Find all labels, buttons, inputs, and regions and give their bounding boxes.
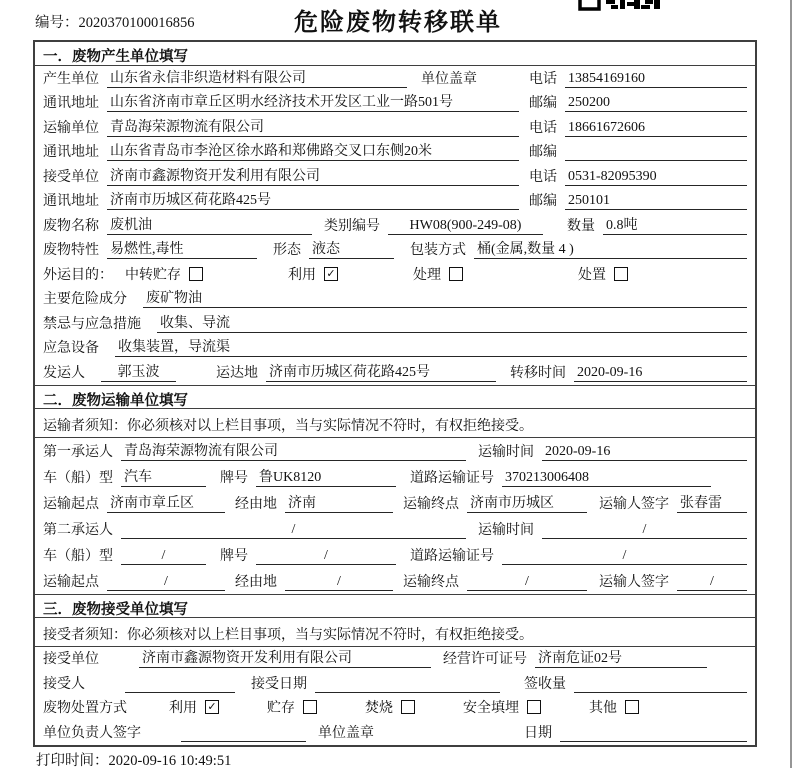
producer-phone-value: 13854169160 (565, 71, 747, 88)
producer-zip-value: 250200 (565, 95, 747, 112)
carrier1-time-value: 2020-09-16 (542, 444, 747, 461)
checkbox-unchecked-icon (527, 700, 541, 714)
vehicle-type-value: / (121, 548, 206, 565)
transfer-purpose-row (35, 262, 755, 287)
print-time-value: 2020-09-16 10:49:51 (108, 753, 232, 769)
waste-name-row (35, 213, 755, 238)
zip-label: 邮编 (529, 96, 557, 111)
vehicle-type-label: 车（船）型 (43, 548, 113, 564)
option-label: 其他 (589, 701, 617, 716)
checkbox-unchecked-icon (614, 267, 628, 281)
terminus-value: 济南市历城区 (467, 492, 587, 513)
section3-heading: 三．废物接受单位填写 (35, 594, 755, 618)
emergency-equipment-value: 收集装置，导流渠 (115, 336, 747, 357)
date-value (560, 725, 747, 742)
purpose-option-disposal (578, 264, 628, 284)
zip-label: 邮编 (529, 145, 557, 160)
receiver-zip-value: 250101 (565, 193, 747, 210)
transport-time-label: 运输时间 (478, 522, 534, 538)
waste-trait-label: 废物特性 (43, 243, 99, 258)
option-label: 中转贮存 (125, 267, 181, 283)
acceptor-value (125, 676, 235, 693)
producer-address-value: 山东省济南市章丘区明水经济技术开发区工业一路501号 (107, 91, 519, 112)
manifest-form (33, 40, 757, 747)
disposal-option-storage (267, 697, 317, 717)
option-label: 贮存 (267, 701, 295, 716)
purpose-option-reuse (288, 264, 338, 284)
origin-label: 运输起点 (43, 574, 99, 590)
emergency-equipment-row (35, 336, 755, 361)
checkbox-checked-icon: ✓ (324, 267, 338, 281)
receiver-unit-value: 济南市鑫源物资开发利用有限公司 (107, 165, 519, 186)
hazard-component-value: 废矿物油 (143, 287, 747, 308)
carrier2-time-value: / (542, 522, 747, 539)
emergency-measures-row (35, 311, 755, 336)
physical-form-value: 液态 (309, 238, 394, 259)
page-edge-divider (790, 0, 792, 768)
receiver-address-label: 通讯地址 (43, 194, 99, 209)
receiver-address-row (35, 189, 755, 214)
disposal-method-row (35, 696, 755, 721)
carrier2-value: / (121, 522, 466, 539)
carrier1-route-row (35, 490, 755, 516)
accepting-unit-value: 济南市鑫源物资开发利用有限公司 (139, 647, 431, 668)
transporter-sign-value: 张春雷 (677, 492, 747, 513)
accept-date-label: 接受日期 (251, 676, 307, 692)
phone-label: 电话 (529, 169, 557, 185)
road-permit-label: 道路运输证号 (410, 548, 494, 564)
emergency-equipment-label: 应急设备 (43, 341, 99, 356)
carrier2-route-row (35, 568, 755, 594)
road-permit-value: 370213006408 (502, 470, 711, 487)
carrier1-value: 青岛海荣源物流有限公司 (121, 440, 466, 461)
option-label: 焚烧 (365, 701, 393, 716)
packing-value: 桶(金属,数量 4 ) (474, 238, 747, 259)
producer-address-label: 通讯地址 (43, 96, 99, 111)
section2-heading: 二．废物运输单位填写 (35, 385, 755, 409)
head-signature-label: 单位负责人签字 (43, 725, 141, 741)
phone-label: 电话 (529, 120, 557, 136)
transporter-unit-label: 运输单位 (43, 120, 99, 136)
disposal-option-incineration (365, 697, 415, 717)
emergency-measures-label: 禁忌与应急措施 (43, 316, 141, 332)
transporter-address-row (35, 140, 755, 165)
receiver-phone-value: 0531-82095390 (565, 169, 747, 186)
carrier2-row (35, 516, 755, 542)
terminus-value: / (467, 574, 587, 591)
checkbox-unchecked-icon (449, 267, 463, 281)
carrier1-row (35, 438, 755, 464)
receiver-address-value: 济南市历城区荷花路425号 (107, 189, 519, 210)
option-label: 处理 (413, 267, 441, 283)
transfer-purpose-label: 外运目的： (43, 267, 113, 283)
transporter-sign-value: / (677, 574, 747, 591)
purpose-option-treatment (413, 264, 463, 284)
print-time-label: 打印时间： (36, 753, 109, 769)
transporter-address-value: 山东省青岛市李沧区徐水路和郑佛路交叉口东侧20米 (107, 140, 519, 161)
accepting-unit-label: 接受单位 (43, 652, 99, 667)
plate-number-label: 牌号 (220, 470, 248, 486)
signed-amount-label: 签收量 (524, 676, 566, 692)
acceptor-row (35, 671, 755, 696)
via-value: 济南 (285, 492, 393, 513)
option-label: 安全填埋 (463, 701, 519, 716)
via-value: / (285, 574, 393, 591)
phone-label: 电话 (529, 71, 557, 87)
terminus-label: 运输终点 (403, 496, 459, 512)
carrier2-label: 第二承运人 (43, 522, 113, 538)
plate-number-value: / (256, 548, 396, 565)
permit-number-value: 济南危证02号 (535, 647, 707, 668)
consignor-row (35, 360, 755, 385)
via-label: 经由地 (235, 496, 277, 512)
signed-amount-value (574, 676, 747, 693)
waste-trait-row (35, 238, 755, 263)
vehicle-type-value: 汽车 (121, 466, 206, 487)
carrier1-vehicle-row (35, 464, 755, 490)
origin-label: 运输起点 (43, 496, 99, 512)
option-label: 利用 (288, 267, 316, 283)
hazard-component-label: 主要危险成分 (43, 292, 127, 307)
road-permit-label: 道路运输证号 (410, 470, 494, 486)
transfer-time-value: 2020-09-16 (574, 365, 747, 382)
category-code-label: 类别编号 (324, 218, 380, 234)
terminus-label: 运输终点 (403, 574, 459, 590)
waste-trait-value: 易燃性,毒性 (107, 238, 257, 259)
print-time-line (36, 749, 231, 770)
option-label: 处置 (578, 267, 606, 283)
receiver-unit-row (35, 164, 755, 189)
checkbox-unchecked-icon (625, 700, 639, 714)
unit-seal-label: 单位盖章 (318, 725, 374, 741)
quantity-label: 数量 (567, 218, 595, 234)
transporter-notice: 运输者须知：你必须核对以上栏目事项，当与实际情况不符时，有权拒绝接受。 (35, 409, 755, 438)
transport-time-label: 运输时间 (478, 444, 534, 460)
transporter-phone-value: 18661672606 (565, 120, 747, 137)
category-code-value: HW08(900-249-08) (388, 218, 543, 235)
disposal-option-reuse (169, 697, 219, 717)
physical-form-label: 形态 (273, 243, 301, 258)
section1-heading: 一．废物产生单位填写 (35, 42, 755, 66)
plate-number-label: 牌号 (220, 548, 248, 564)
vehicle-type-label: 车（船）型 (43, 470, 113, 486)
producer-address-row (35, 91, 755, 116)
transporter-sign-label: 运输人签字 (599, 496, 669, 512)
producer-unit-value: 山东省永信非织造材料有限公司 (107, 67, 407, 88)
checkbox-unchecked-icon (189, 267, 203, 281)
accept-date-value (315, 676, 500, 693)
transporter-unit-value: 青岛海荣源物流有限公司 (107, 116, 519, 137)
plate-number-value: 鲁UK8120 (256, 466, 396, 487)
hazard-component-row (35, 287, 755, 312)
producer-phone-group (529, 68, 747, 88)
road-permit-value: / (502, 548, 747, 565)
destination-value: 济南市历城区荷花路425号 (266, 361, 496, 382)
disposal-method-label: 废物处置方式 (43, 701, 127, 716)
receiver-notice: 接受者须知：你必须核对以上栏目事项，当与实际情况不符时，有权拒绝接受。 (35, 618, 755, 647)
transporter-sign-label: 运输人签字 (599, 574, 669, 590)
waste-name-label: 废物名称 (43, 218, 99, 234)
transporter-address-label: 通讯地址 (43, 145, 99, 160)
waste-name-value: 废机油 (107, 214, 312, 235)
qr-code-fragment-icon (578, 0, 660, 16)
disposal-option-other (589, 697, 639, 717)
origin-value: / (107, 574, 225, 591)
zip-label: 邮编 (529, 194, 557, 209)
transporter-unit-row (35, 115, 755, 140)
emergency-measures-value: 收集、导流 (157, 312, 747, 333)
origin-value: 济南市章丘区 (107, 492, 225, 513)
permit-number-label: 经营许可证号 (443, 652, 527, 667)
consignor-value: 郭玉波 (101, 361, 176, 382)
receiver-unit-label: 接受单位 (43, 169, 99, 185)
accepting-unit-row (35, 647, 755, 672)
packing-label: 包装方式 (410, 243, 466, 258)
via-label: 经由地 (235, 574, 277, 590)
transfer-time-label: 转移时间 (510, 365, 566, 381)
option-label: 利用 (169, 701, 197, 716)
head-signature-row (35, 720, 755, 745)
acceptor-label: 接受人 (43, 676, 85, 692)
producer-unit-row (35, 66, 755, 91)
quantity-value: 0.8吨 (603, 214, 747, 235)
producer-unit-label: 产生单位 (43, 71, 99, 87)
purpose-option-transit-storage (125, 264, 203, 284)
checkbox-checked-icon: ✓ (205, 700, 219, 714)
destination-label: 运达地 (216, 365, 258, 381)
consignor-label: 发运人 (43, 365, 85, 381)
checkbox-unchecked-icon (303, 700, 317, 714)
serial-label: 编号： (35, 15, 79, 31)
checkbox-unchecked-icon (401, 700, 415, 714)
date-label: 日期 (524, 725, 552, 741)
unit-seal-label: 单位盖章 (421, 71, 477, 87)
transporter-zip-value (565, 144, 747, 161)
disposal-option-landfill (463, 697, 541, 717)
carrier2-vehicle-row (35, 542, 755, 568)
serial-number: 2020370100016856 (78, 15, 195, 31)
head-signature-value (181, 725, 306, 742)
producer-unit-left (43, 67, 519, 88)
page-title: 危险废物转移联单 (294, 10, 502, 36)
carrier1-label: 第一承运人 (43, 444, 113, 460)
